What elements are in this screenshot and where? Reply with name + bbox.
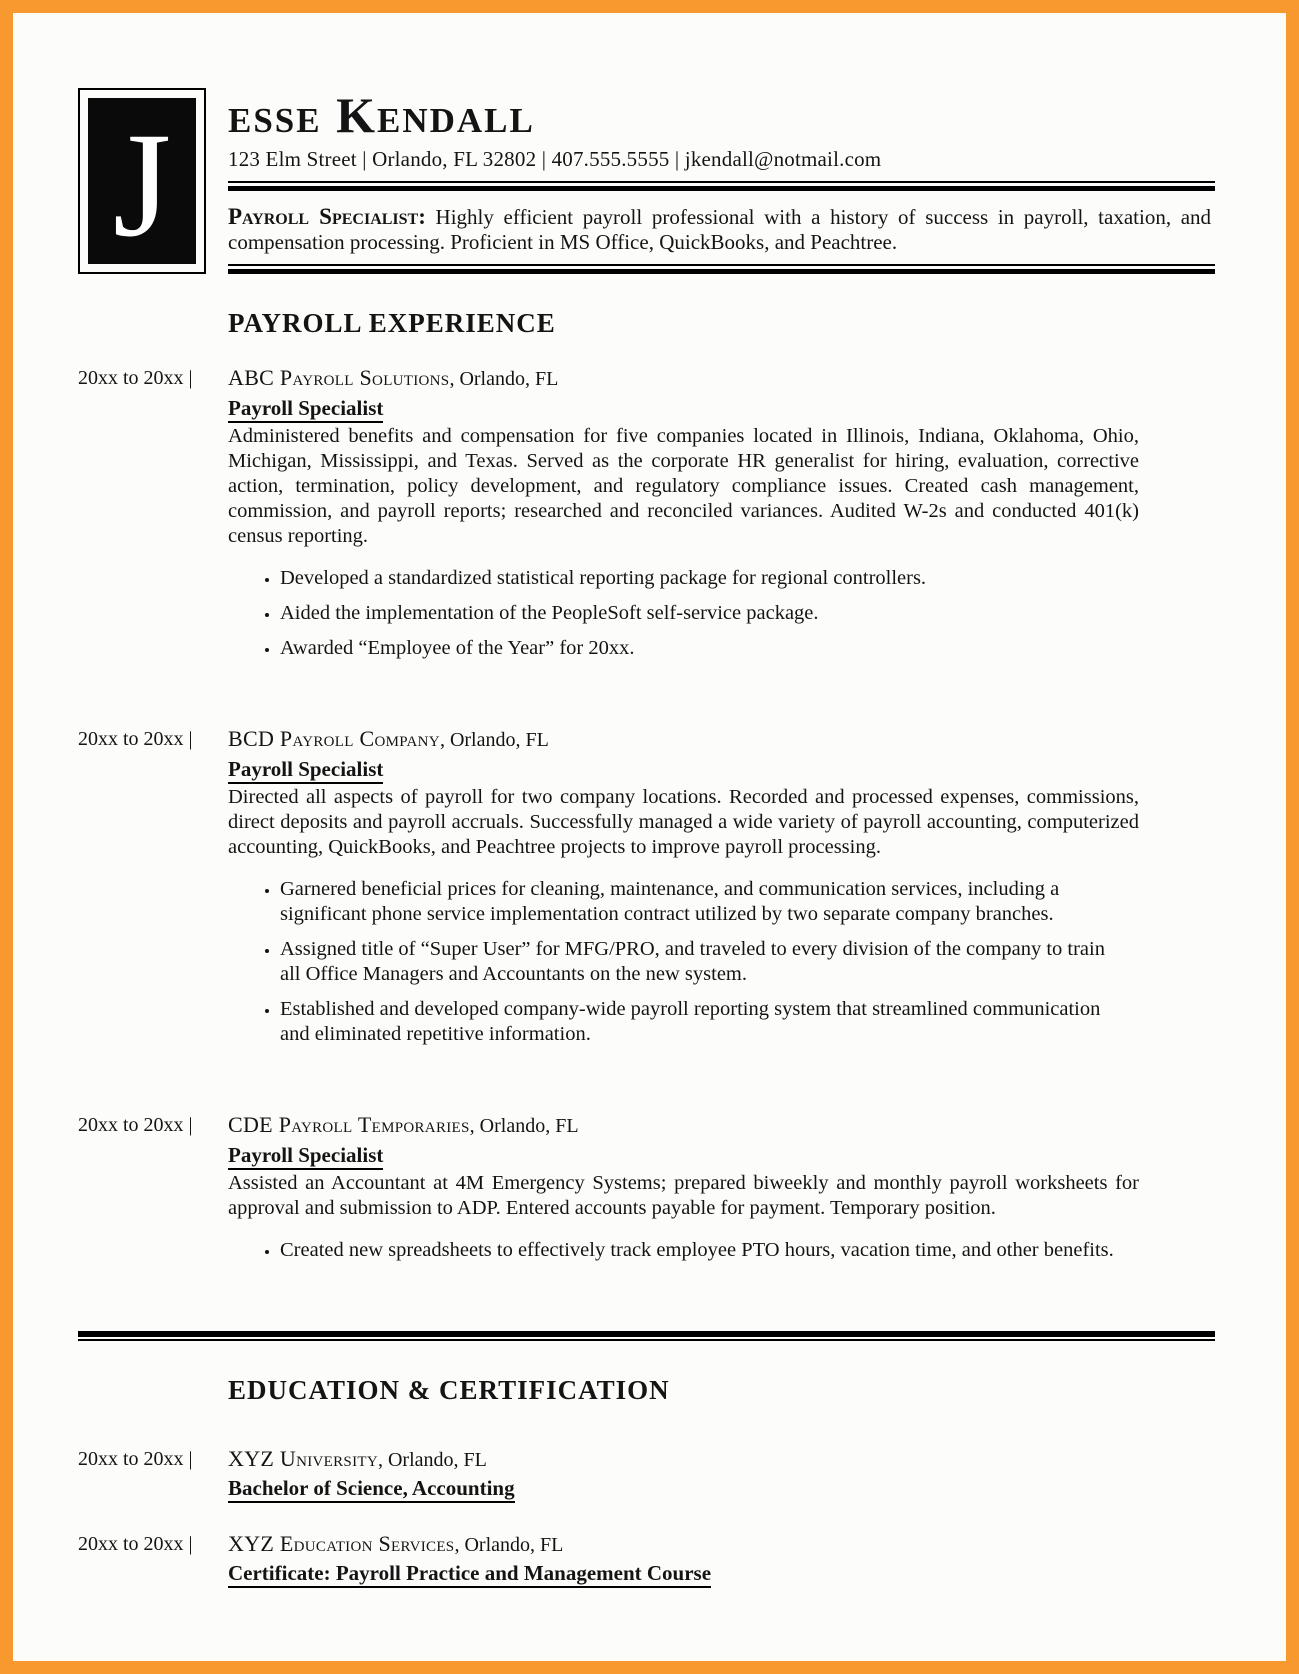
header-divider-top [228, 181, 1215, 191]
job-main [228, 726, 1215, 1057]
company-location: , Orlando, FL [469, 1115, 579, 1137]
education-dates: 20xx to 20xx | [78, 1533, 193, 1555]
divider-thin-line [228, 181, 1215, 183]
job-title: Payroll Specialist [228, 396, 1215, 421]
job-summary: Directed all aspects of payroll for two company locations. Recorded and processed expenses, commissions, direct deposits and payroll accruals. Successfully managed a wide variety of payroll accounting, computerized accounting, QuickBooks, and Peachtree projects to improve payroll processing. [228, 786, 1139, 858]
profile-text: Highly efficient payroll professional with a history of success in payroll, taxation, and compensation processing. Proficient in MS Office, QuickBooks, and Peachtree. [228, 205, 1212, 254]
bullet-item: • Awarded “Employee of the Year” for 20xx. [280, 636, 1119, 661]
company-line [228, 726, 1215, 752]
education-main [228, 1446, 1215, 1501]
education-dates: 20xx to 20xx | [78, 1448, 193, 1470]
divider-thin-line [228, 264, 1215, 266]
divider-thin-line [78, 1339, 1215, 1341]
contact-line: 123 Elm Street | Orlando, FL 32802 | 407.555.5555 | jkendall@notmail.com [228, 147, 882, 171]
job-entry-abc [78, 365, 1215, 671]
profile-label: Payroll Specialist: [228, 204, 426, 229]
bullet-item: • Garnered beneficial prices for cleaning, maintenance, and communication services, including a significant phone service implementation contract utilized by two separate company branches. [280, 877, 1119, 927]
school-name: XYZ University [228, 1446, 378, 1471]
school-line [228, 1446, 1215, 1472]
job-main [228, 365, 1215, 671]
company-name: CDE Payroll Temporaries [228, 1112, 470, 1137]
monogram-letter: J [112, 102, 172, 268]
job-entry-cde [78, 1112, 1215, 1273]
header [78, 88, 1215, 274]
bullet-item: • Created new spreadsheets to effectively track employee PTO hours, vacation time, and other benefits. [280, 1238, 1119, 1263]
job-bullets [228, 877, 1215, 1047]
company-line [228, 1112, 1215, 1138]
credential: Certificate: Payroll Practice and Management Course [228, 1561, 1215, 1586]
section-divider [78, 1331, 1215, 1341]
job-dates: 20xx to 20xx | [78, 1114, 193, 1136]
credential: Bachelor of Science, Accounting [228, 1476, 1215, 1501]
company-line [228, 365, 1215, 391]
job-bullets [228, 566, 1215, 661]
header-divider-bottom [228, 264, 1215, 274]
profile-summary [228, 204, 1215, 255]
job-title: Payroll Specialist [228, 1143, 1215, 1168]
bullet-item: • Aided the implementation of the PeopleSoft self-service package. [280, 601, 1119, 626]
job-title: Payroll Specialist [228, 757, 1215, 782]
school-location: , Orlando, FL [377, 1449, 487, 1471]
monogram-logo [78, 88, 206, 274]
school-location: , Orlando, FL [454, 1534, 564, 1556]
school-name: XYZ Education Services [228, 1531, 455, 1556]
resume-content [13, 13, 1286, 1586]
candidate-name: esse Kendall [228, 87, 535, 143]
divider-thick-line [228, 186, 1215, 191]
education-entry-university [78, 1446, 1215, 1501]
education-section [78, 1331, 1215, 1586]
company-location: , Orlando, FL [449, 368, 559, 390]
bullet-item: • Established and developed company-wide payroll reporting system that streamlined communication and eliminated repetitive information. [280, 997, 1119, 1047]
header-text [228, 88, 1215, 274]
bullet-item: • Assigned title of “Super User” for MFG/PRO, and traveled to every division of the company to train all Office Managers and Accountants on the new system. [280, 937, 1119, 987]
company-name: BCD Payroll Company [228, 726, 440, 751]
job-dates: 20xx to 20xx | [78, 367, 193, 389]
education-entry-certificate [78, 1531, 1215, 1586]
divider-thick-line [78, 1331, 1215, 1337]
monogram-box [88, 98, 196, 268]
job-summary: Assisted an Accountant at 4M Emergency Systems; prepared biweekly and monthly payroll worksheets for approval and submission to ADP. Entered accounts payable for payment. Temporary position. [228, 1172, 1139, 1219]
experience-heading: PAYROLL EXPERIENCE [228, 308, 556, 338]
education-heading: EDUCATION & CERTIFICATION [228, 1375, 670, 1405]
experience-section [78, 308, 1215, 1273]
education-main [228, 1531, 1215, 1586]
school-line [228, 1531, 1215, 1557]
job-entry-bcd [78, 726, 1215, 1057]
job-bullets [228, 1238, 1215, 1263]
divider-thick-line [228, 269, 1215, 274]
bullet-item: • Developed a standardized statistical reporting package for regional controllers. [280, 566, 1119, 591]
company-name: ABC Payroll Solutions [228, 365, 450, 390]
company-location: , Orlando, FL [439, 729, 549, 751]
job-summary: Administered benefits and compensation for five companies located in Illinois, Indiana, Oklahoma, Ohio, Michigan, Mississippi, and Texas. Served as the corporate HR generalist for hiring, evaluation, corrective action, termination, policy development, and regulatory compliance issues. Created cash management, commission, and payroll reports; researched and reconciled variances. Audited W-2s and conducted 401(k) census reporting. [228, 425, 1139, 547]
job-main [228, 1112, 1215, 1273]
job-dates: 20xx to 20xx | [78, 728, 193, 750]
